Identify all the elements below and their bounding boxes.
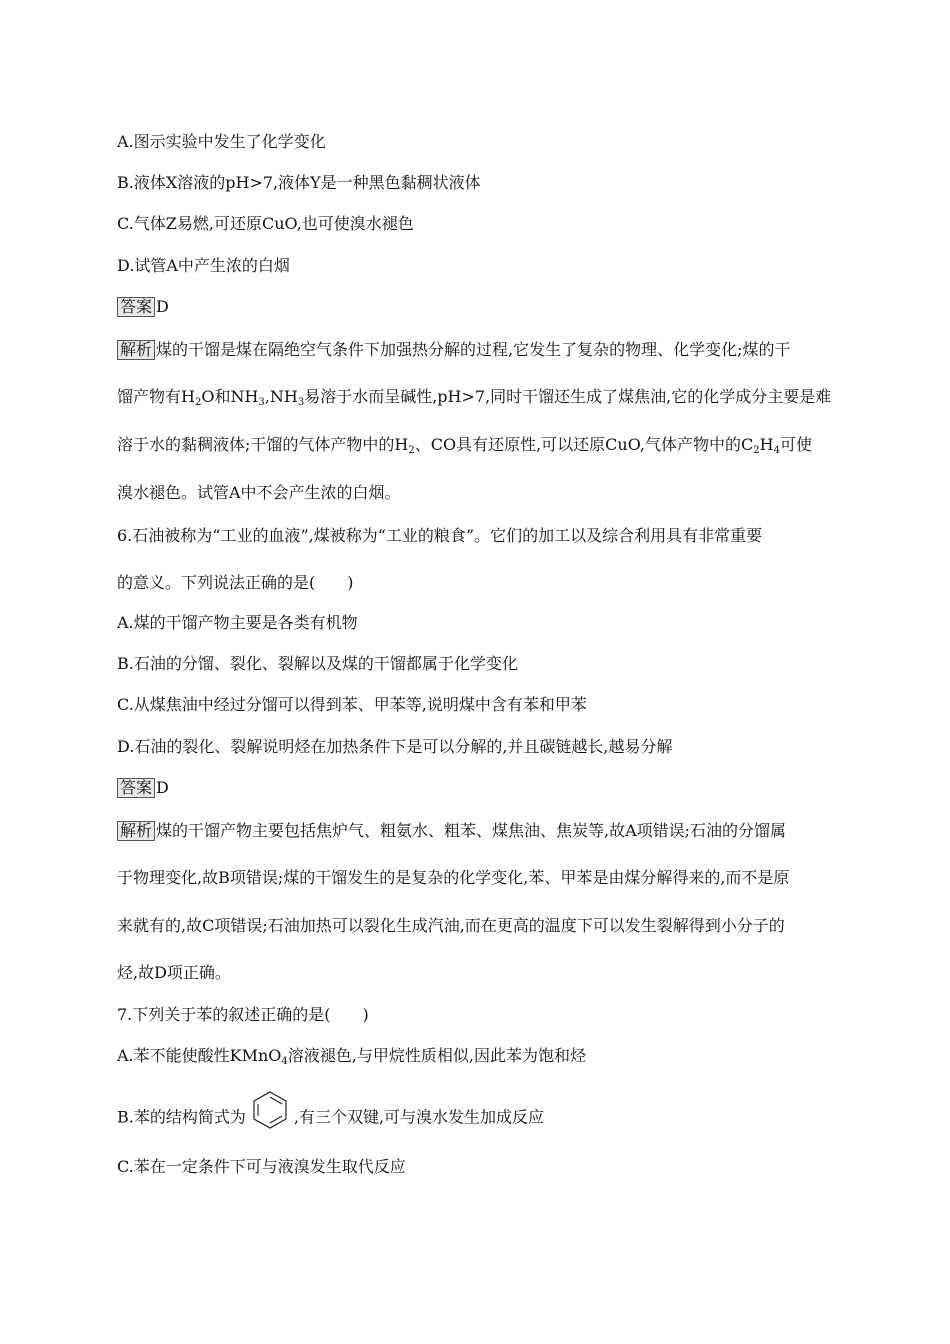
q6-option-a: A.煤的干馏产物主要是各类有机物 [117, 613, 358, 632]
q5-option-c: C.气体Z易燃,可还原CuO,也可使溴水褪色 [117, 214, 414, 233]
analysis-text: 煤的干馏产物主要包括焦炉气、粗氨水、粗苯、煤焦油、焦炭等,故A项错误;石油的分馏属 [156, 821, 787, 840]
q5-analysis-line-2 [117, 387, 831, 407]
q5-option-b: B.液体X溶液的pH>7,液体Y是一种黑色黏稠状液体 [117, 173, 481, 192]
q5-analysis-line-3 [117, 435, 812, 455]
q5-analysis-line-4: 溴水褪色。试管A中不会产生浓的白烟。 [117, 483, 401, 502]
subscript: 4 [281, 1056, 288, 1067]
analysis-text: H [759, 435, 774, 454]
option-text: 溶液褪色,与甲烷性质相似,因此苯为饱和烃 [287, 1046, 586, 1065]
q7-stem: 7.下列关于苯的叙述正确的是( ) [117, 1005, 369, 1024]
option-text: A.苯不能使酸性KMnO [117, 1046, 282, 1065]
q6-answer [117, 778, 169, 798]
benzene-ring-icon [250, 1089, 290, 1147]
analysis-text: ,NH [264, 387, 298, 406]
option-text: ,有三个双键,可与溴水发生加成反应 [293, 1107, 545, 1127]
q6-option-b: B.石油的分馏、裂化、裂解以及煤的干馏都属于化学变化 [117, 654, 518, 673]
q5-option-a: A.图示实验中发生了化学变化 [117, 132, 326, 151]
analysis-text: O和NH [201, 387, 259, 406]
q6-analysis-line-2: 于物理变化,故B项错误;煤的干馏发生的是复杂的化学变化,苯、甲苯是由煤分解得来的,而不是原 [117, 868, 790, 887]
subscript: 2 [194, 397, 202, 408]
subscript: 3 [297, 397, 305, 408]
analysis-text: 煤的干馏是煤在隔绝空气条件下加强热分解的过程,它发生了复杂的物理、化学变化;煤的干 [156, 340, 791, 359]
q7-option-c: C.苯在一定条件下可与液溴发生取代反应 [117, 1157, 406, 1176]
q7-option-a [117, 1046, 586, 1066]
q6-analysis-line-3: 来就有的,故C项错误;石油加热可以裂化生成汽油,而在更高的温度下可以发生裂解得到小分子的 [117, 916, 785, 935]
q7-option-b [117, 1089, 544, 1147]
subscript: 2 [408, 445, 415, 456]
answer-value: D [156, 297, 169, 316]
q6-stem-line-1: 6.石油被称为“工业的血液”,煤被称为“工业的粮食”。它们的加工以及综合利用具有非常重要 [117, 526, 763, 545]
answer-label: 答案 [117, 297, 155, 317]
answer-label: 答案 [117, 778, 155, 798]
analysis-label: 解析 [117, 340, 155, 360]
q5-analysis-line-1 [117, 340, 791, 360]
q6-option-c: C.从煤焦油中经过分馏可以得到苯、甲苯等,说明煤中含有苯和甲苯 [117, 695, 587, 714]
analysis-label: 解析 [117, 821, 155, 841]
q5-option-d: D.试管A中产生浓的白烟 [117, 256, 290, 275]
q6-option-d: D.石油的裂化、裂解说明烃在加热条件下是可以分解的,并且碳链越长,越易分解 [117, 737, 673, 756]
q5-answer [117, 297, 169, 317]
subscript: 2 [753, 445, 760, 456]
q6-stem-line-2: 的意义。下列说法正确的是( ) [117, 573, 354, 592]
subscript: 3 [258, 397, 265, 408]
analysis-text: 易溶于水而呈碱性,pH>7,同时干馏还生成了煤焦油,它的化学成分主要是难 [304, 387, 832, 406]
analysis-text: 溶于水的黏稠液体;干馏的气体产物中的H [117, 435, 409, 454]
analysis-text: 、CO具有还原性,可以还原CuO,气体产物中的C [414, 435, 754, 454]
subscript: 4 [773, 445, 780, 456]
q6-analysis-line-1 [117, 821, 786, 841]
option-text: B.苯的结构简式为 [117, 1107, 246, 1127]
analysis-text: 馏产物有H [117, 387, 195, 406]
analysis-text: 可使 [779, 435, 812, 454]
q6-analysis-line-4: 烃,故D项正确。 [117, 963, 231, 982]
answer-value: D [156, 778, 169, 797]
